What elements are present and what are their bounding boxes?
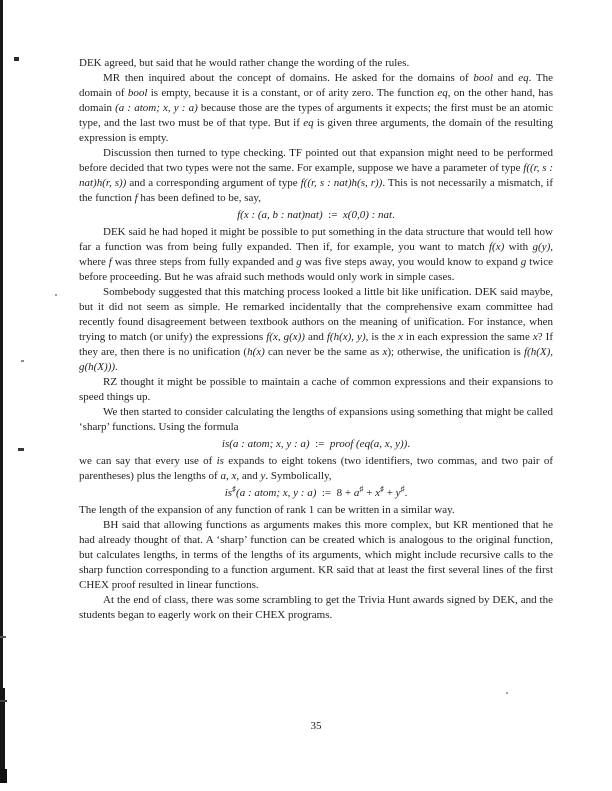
text-segment: , on the other hand, has domain <box>79 87 553 114</box>
text-segment: Discussion then turned to type checking. TF pointed out that expansion might need to be performed before decided that two types were not the same. For example, suppose we have a parameter of type <box>79 147 553 174</box>
text-segment: We then started to consider calculating the lengths of expansions using something that might be called ‘sharp’ functions. Using the formula <box>79 406 553 433</box>
text-segment: f(h(X), g(h(X))) <box>79 346 553 373</box>
sharp-superscript: ♯ <box>379 484 384 494</box>
text-segment: y <box>395 487 401 499</box>
sharp-superscript: ♯ <box>232 484 237 494</box>
text-segment: , and <box>236 470 261 482</box>
text-segment: . <box>404 487 408 499</box>
scan-edge-artifact <box>0 0 3 783</box>
text-segment: a <box>353 487 360 499</box>
text-segment: f <box>134 192 138 204</box>
text-segment: f <box>108 256 112 268</box>
paragraph <box>79 225 553 285</box>
text-segment: can never be the same as <box>264 346 383 358</box>
text-segment: f(x, g(x)) <box>266 331 305 343</box>
text-segment: y <box>260 470 266 482</box>
text-segment: . The domain of <box>79 72 553 99</box>
text-segment: x <box>375 487 380 499</box>
text-segment: , is the <box>365 331 399 343</box>
text-segment: ? If they are, then there is no unification ( <box>79 331 553 358</box>
text-segment: BH said that allowing functions as arguments makes this more complex, but KR mentioned that he had already thought of that. A ‘sharp’ function can be created which is analogous to the original function, but calculates lengths, in terms of the lengths of its arguments, which might include recursive calls to the sharp function corresponding to a function argument. KR said that at least the first several lines of the first CHEX proof resulted in linear functions. <box>79 519 553 591</box>
text-segment: f(x) <box>489 241 505 253</box>
text-segment: twice before proceeding. But he was afraid such methods would only work in simple cases. <box>79 256 554 283</box>
text-segment: (a : atom; x, y : a) <box>236 487 317 499</box>
page-number: 35 <box>310 720 322 732</box>
text-segment: x(0,0) : nat <box>342 209 393 221</box>
text-segment: a <box>220 470 226 482</box>
text-segment: is given three arguments, the domain of the resulting expression is empty. <box>79 117 553 144</box>
equation <box>79 208 553 223</box>
text-segment: was five steps away, you would know to expand <box>301 256 521 268</box>
text-segment: (a : atom; x, y : a) <box>115 102 198 114</box>
scan-speck <box>0 769 7 783</box>
text-segment: g(y) <box>532 241 551 253</box>
text-segment: Sombebody suggested that this matching process looked a little bit like unification. DEK said maybe, but it did not seem as simple. He remarked incidentally that the comprehensive exam committee had recently found disagreement between textbook authors on the meaning of unification. For instance, when trying to match (or unify) the expressions <box>79 286 553 343</box>
paragraph <box>79 518 553 593</box>
text-segment: f(x : (a, b : nat)nat) <box>237 209 323 221</box>
text-segment: f((r, s : nat)h(s, r)) <box>300 177 383 189</box>
paragraph <box>79 71 553 146</box>
text-segment: has been defined to be, say, <box>137 192 261 204</box>
text-segment: , <box>225 470 232 482</box>
scan-speck <box>21 360 24 362</box>
paragraph <box>79 405 553 435</box>
scan-speck <box>14 57 19 61</box>
scan-speck <box>0 636 6 638</box>
text-segment: := 8 + <box>316 487 354 499</box>
text-segment: eq <box>437 87 448 99</box>
text-segment: . <box>407 438 411 450</box>
text-segment: := <box>322 209 343 221</box>
text-segment: in each expression the same <box>403 331 533 343</box>
text-segment: is <box>216 455 224 467</box>
text-segment: f((r, s : nat)h(r, s)) <box>79 162 553 189</box>
text-segment: f(h(x), y) <box>326 331 366 343</box>
text-segment: bool <box>127 87 148 99</box>
text-segment: The length of the expansion of any function of rank 1 can be written in a similar way. <box>79 504 455 516</box>
text-segment: proof (eq(a, x, y)) <box>329 438 408 450</box>
text-segment: . <box>115 361 118 373</box>
text-segment: we can say that every use of <box>79 455 217 467</box>
text-segment: . Symbolically, <box>265 470 332 482</box>
text-segment: , where <box>79 241 553 268</box>
text-segment: MR then inquired about the concept of domains. He asked for the domains of <box>103 72 474 84</box>
text-segment: + <box>363 487 376 499</box>
text-segment: x <box>398 331 404 343</box>
text-segment: with <box>504 241 533 253</box>
scan-speck <box>55 294 57 296</box>
text-segment: and <box>492 72 519 84</box>
sharp-superscript: ♯ <box>400 484 405 494</box>
equation <box>79 437 553 452</box>
text-segment: eq <box>518 72 529 84</box>
text-segment: h(x) <box>247 346 265 358</box>
text-segment: and a corresponding argument of type <box>126 177 301 189</box>
text-segment: x <box>532 331 538 343</box>
text-segment: DEK said he had hoped it might be possible to put something in the data structure that would tell how far a function was from being fully expanded. Then if, for example, you want to match <box>79 226 553 253</box>
paragraph <box>79 454 553 484</box>
scan-speck <box>506 692 508 694</box>
text-segment: + <box>383 487 396 499</box>
text-segment: := <box>309 438 330 450</box>
paragraph <box>79 56 553 71</box>
equation <box>79 486 553 501</box>
scan-speck <box>0 700 7 702</box>
text-segment: . <box>392 209 395 221</box>
text-block <box>79 56 553 623</box>
text-segment: and <box>304 331 327 343</box>
text-segment: ); otherwise, the unification is <box>387 346 524 358</box>
text-segment: RZ thought it might be possible to maintain a cache of common expressions and their expansions to speed things up. <box>79 376 553 403</box>
text-segment: is <box>224 487 233 499</box>
paragraph <box>79 375 553 405</box>
paragraph <box>79 503 553 518</box>
text-segment: At the end of class, there was some scrambling to get the Trivia Hunt awards signed by DEK, and the students began to eagerly work on their CHEX programs. <box>79 594 553 621</box>
text-segment: . This is not necessarily a mismatch, if the function <box>79 177 553 204</box>
sharp-superscript: ♯ <box>359 484 364 494</box>
text-segment: because those are the types of arguments it expects; the first must be an atomic type, and the last two must be of that type. But if <box>79 102 553 129</box>
paragraph <box>79 285 553 375</box>
text-segment: bool <box>473 72 493 84</box>
paragraph <box>79 146 553 206</box>
scan-speck <box>18 448 24 451</box>
text-segment: g <box>520 256 527 268</box>
text-segment: is empty, because it is a constant, or of arity zero. The function <box>147 87 438 99</box>
text-segment: was three steps from fully expanded and <box>111 256 297 268</box>
text-segment: is(a : atom; x, y : a) <box>221 438 310 450</box>
text-segment: eq <box>303 117 314 129</box>
text-segment: g <box>296 256 302 268</box>
text-segment: x <box>382 346 388 358</box>
paragraph <box>79 593 553 623</box>
text-segment: x <box>231 470 237 482</box>
text-segment: expands to eight tokens (two identifiers, two commas, and two pair of parentheses) plus the lengths of <box>79 455 553 482</box>
text-segment: DEK agreed, but said that he would rather change the wording of the rules. <box>79 57 410 69</box>
